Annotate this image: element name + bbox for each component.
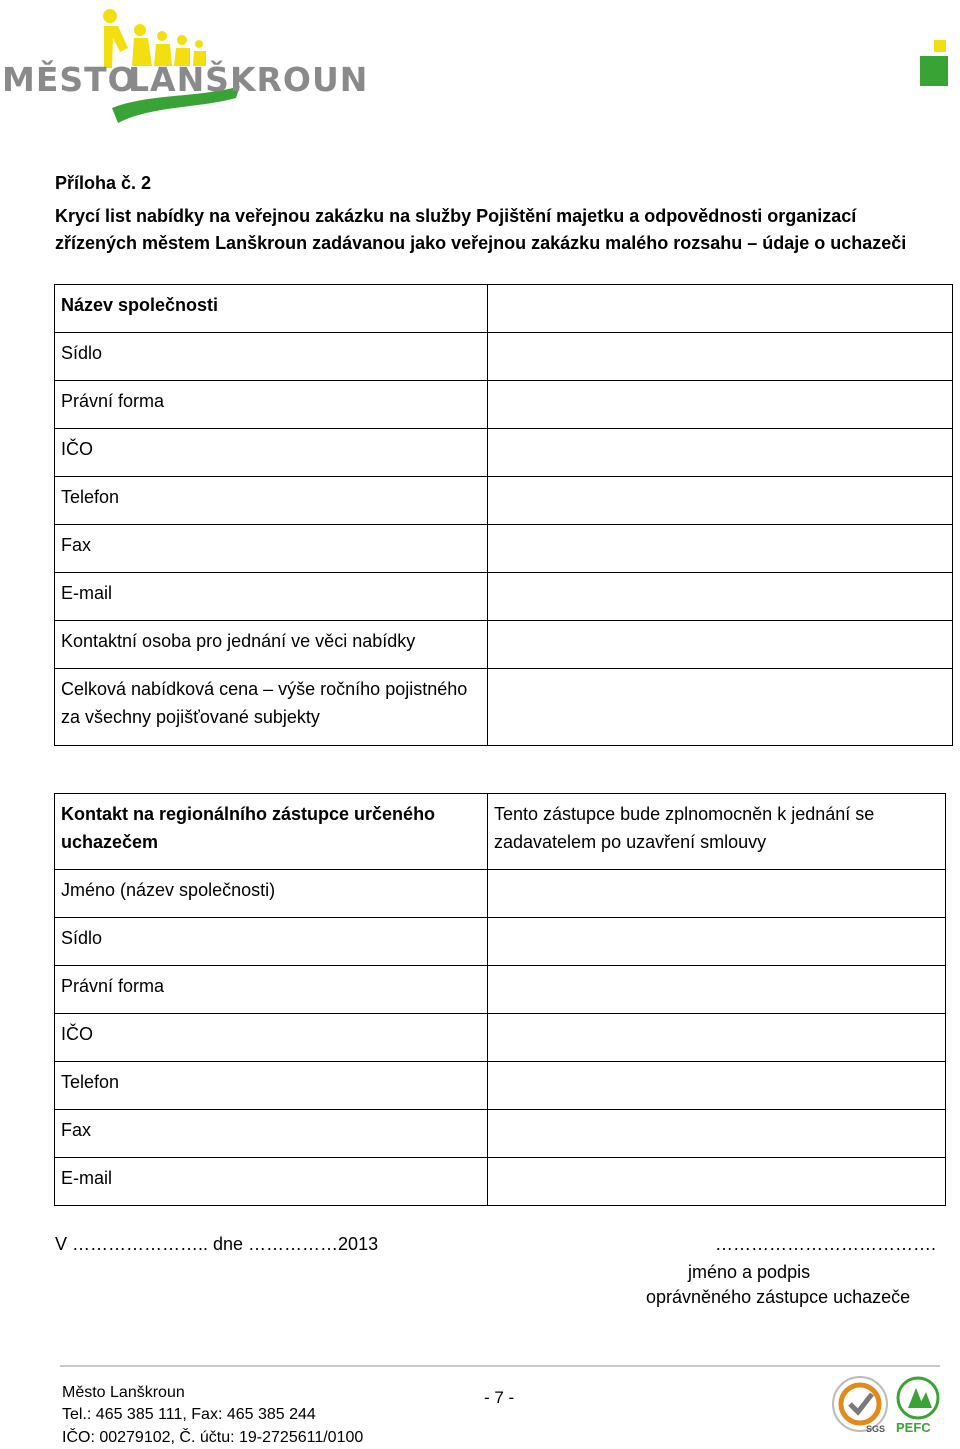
row-label: Jméno (název společnosti) <box>55 870 488 918</box>
value-cell[interactable] <box>488 573 953 621</box>
value-cell[interactable] <box>488 1158 946 1206</box>
place-date-field: V ………………….. dne ……………2013 <box>55 1234 379 1254</box>
row-label: IČO <box>55 1014 488 1062</box>
table-row <box>55 1062 946 1110</box>
value-cell[interactable] <box>488 381 953 429</box>
value-cell[interactable] <box>488 429 953 477</box>
value-cell[interactable] <box>488 669 953 746</box>
value-cell[interactable] <box>488 477 953 525</box>
row-label: Sídlo <box>55 918 488 966</box>
footer-ids: IČO: 00279102, Č. účtu: 19-2725611/0100 <box>62 1429 364 1446</box>
row-label: Sídlo <box>55 333 488 381</box>
table-row <box>55 918 946 966</box>
footer-city: Město Lanškroun <box>62 1384 185 1401</box>
value-cell[interactable] <box>488 870 946 918</box>
city-logo <box>0 8 369 128</box>
representative-header-left: Kontakt na regionálního zástupce určeného uchazečem <box>55 794 488 870</box>
bidder-info-table <box>54 284 953 746</box>
logo-text-left: MĚSTO <box>2 60 137 99</box>
row-label: Právní forma <box>55 381 488 429</box>
table-row <box>55 870 946 918</box>
value-cell[interactable] <box>488 621 953 669</box>
footer-divider <box>60 1365 940 1367</box>
table-row <box>55 525 953 573</box>
certification-icon <box>828 1370 948 1440</box>
table-row <box>55 285 953 333</box>
pefc-label: PEFC <box>896 1420 931 1435</box>
value-cell[interactable] <box>488 333 953 381</box>
row-label: Telefon <box>55 1062 488 1110</box>
row-label: E-mail <box>55 573 488 621</box>
signature-line: ………………………………. <box>715 1234 937 1254</box>
table-row <box>55 429 953 477</box>
row-label: Název společnosti <box>55 285 488 333</box>
table-row <box>55 381 953 429</box>
representative-header-right: Tento zástupce bude zplnomocněn k jednání se zadavatelem po uzavření smlouvy <box>488 794 946 870</box>
row-label: Fax <box>55 525 488 573</box>
table-header-row <box>55 794 946 870</box>
value-cell[interactable] <box>488 966 946 1014</box>
table-row <box>55 1158 946 1206</box>
representative-table <box>54 793 946 1206</box>
sgs-label: SGS <box>866 1424 886 1434</box>
row-label: Telefon <box>55 477 488 525</box>
table-row <box>55 621 953 669</box>
table-row <box>55 669 953 746</box>
certification-logos <box>828 1370 948 1440</box>
table-row <box>55 573 953 621</box>
row-label: IČO <box>55 429 488 477</box>
logo-text-right: LANŠKROUN <box>128 60 369 99</box>
table-row <box>55 1110 946 1158</box>
value-cell[interactable] <box>488 1014 946 1062</box>
footer-phone: Tel.: 465 385 111, Fax: 465 385 244 <box>62 1406 316 1423</box>
table-row <box>55 333 953 381</box>
value-cell[interactable] <box>488 1062 946 1110</box>
row-label: Kontaktní osoba pro jednání ve věci nabídky <box>55 621 488 669</box>
row-label: Fax <box>55 1110 488 1158</box>
page-number: - 7 - <box>484 1388 515 1407</box>
corner-logo-icon <box>920 40 948 86</box>
table-row <box>55 966 946 1014</box>
signature-caption-2: oprávněného zástupce uchazeče <box>646 1287 911 1307</box>
table-row <box>55 477 953 525</box>
value-cell[interactable] <box>488 1110 946 1158</box>
row-label: Právní forma <box>55 966 488 1014</box>
row-label: E-mail <box>55 1158 488 1206</box>
table-row <box>55 1014 946 1062</box>
value-cell[interactable] <box>488 525 953 573</box>
document-title: Krycí list nabídky na veřejnou zakázku na služby Pojištění majetku a odpovědnosti organizací zřízených městem Lanškroun zadávanou jako veřejnou zakázku malého rozsahu – údaje o uchazeči <box>55 206 907 253</box>
signature-caption-1: jméno a podpis <box>688 1262 811 1282</box>
row-label: Celková nabídková cena – výše ročního pojistného za všechny pojišťované subjekty <box>55 669 488 746</box>
value-cell[interactable] <box>488 285 953 333</box>
value-cell[interactable] <box>488 918 946 966</box>
annex-label: Příloha č. 2 <box>55 173 152 193</box>
